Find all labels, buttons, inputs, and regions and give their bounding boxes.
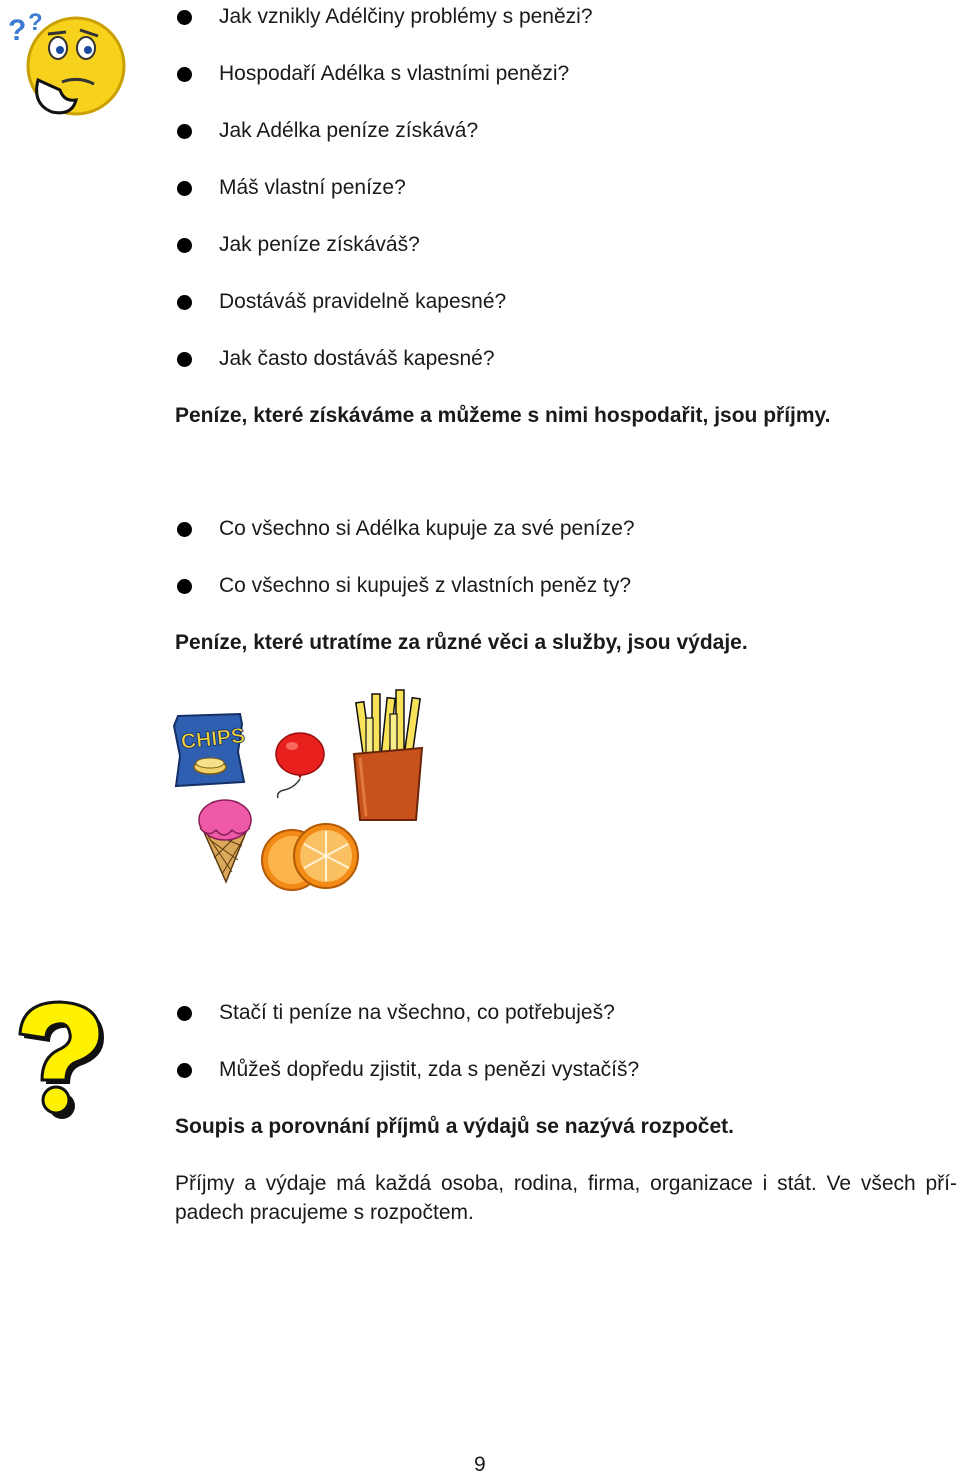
budget-paragraph: Příjmy a výdaje má každá osoba, rodina, firma, organizace i stát. Ve všech pří-padech pracujeme s rozpočtem. (175, 1172, 957, 1224)
question-item: Jak Adélka peníze získává? (219, 119, 479, 142)
income-definition: Peníze, které získáváme a můžeme s nimi hospodařit, jsou příjmy. (175, 404, 831, 427)
balloon-icon (270, 732, 330, 802)
question-item: Stačí ti peníze na všechno, co potřebuješ? (219, 1001, 615, 1024)
chips-bag-icon (172, 712, 246, 788)
french-fries-icon (346, 688, 430, 824)
question-item: Co všechno si Adélka kupuje za své peníze? (219, 517, 635, 540)
orange-slices-icon (256, 822, 366, 892)
budget-definition: Soupis a porovnání příjmů a výdajů se nazývá rozpočet. (175, 1115, 734, 1138)
question-item: Jak často dostáváš kapesné? (219, 347, 495, 370)
question-item: Máš vlastní peníze? (219, 176, 406, 199)
chips-label: CHIPS (179, 724, 246, 754)
bullet-icon (177, 579, 192, 594)
bullet-icon (177, 522, 192, 537)
question-item: Co všechno si kupuješ z vlastních peněz ty? (219, 574, 632, 597)
bullet-icon (177, 1063, 192, 1078)
bullet-icon (177, 67, 192, 82)
svg-text:?: ? (28, 9, 43, 36)
page-number: 9 (474, 1453, 486, 1476)
bullet-icon (177, 352, 192, 367)
thinking-smiley-icon (2, 4, 128, 120)
bullet-icon (177, 295, 192, 310)
question-item: Můžeš dopředu zjistit, zda s penězi vystačíš? (219, 1058, 640, 1081)
question-mark-icon (6, 996, 110, 1120)
bullet-icon (177, 124, 192, 139)
bullet-icon (177, 181, 192, 196)
ice-cream-icon (196, 796, 254, 884)
purchases-illustration (170, 688, 432, 906)
question-item: Dostáváš pravidelně kapesné? (219, 290, 507, 313)
svg-text:?: ? (8, 14, 27, 47)
bullet-icon (177, 10, 192, 25)
bullet-icon (177, 238, 192, 253)
bullet-icon (177, 1006, 192, 1021)
question-item: Jak vznikly Adélčiny problémy s penězi? (219, 5, 593, 28)
question-item: Hospodaří Adélka s vlastními penězi? (219, 62, 570, 85)
question-item: Jak peníze získáváš? (219, 233, 420, 256)
expenses-definition: Peníze, které utratíme za různé věci a služby, jsou výdaje. (175, 631, 748, 654)
